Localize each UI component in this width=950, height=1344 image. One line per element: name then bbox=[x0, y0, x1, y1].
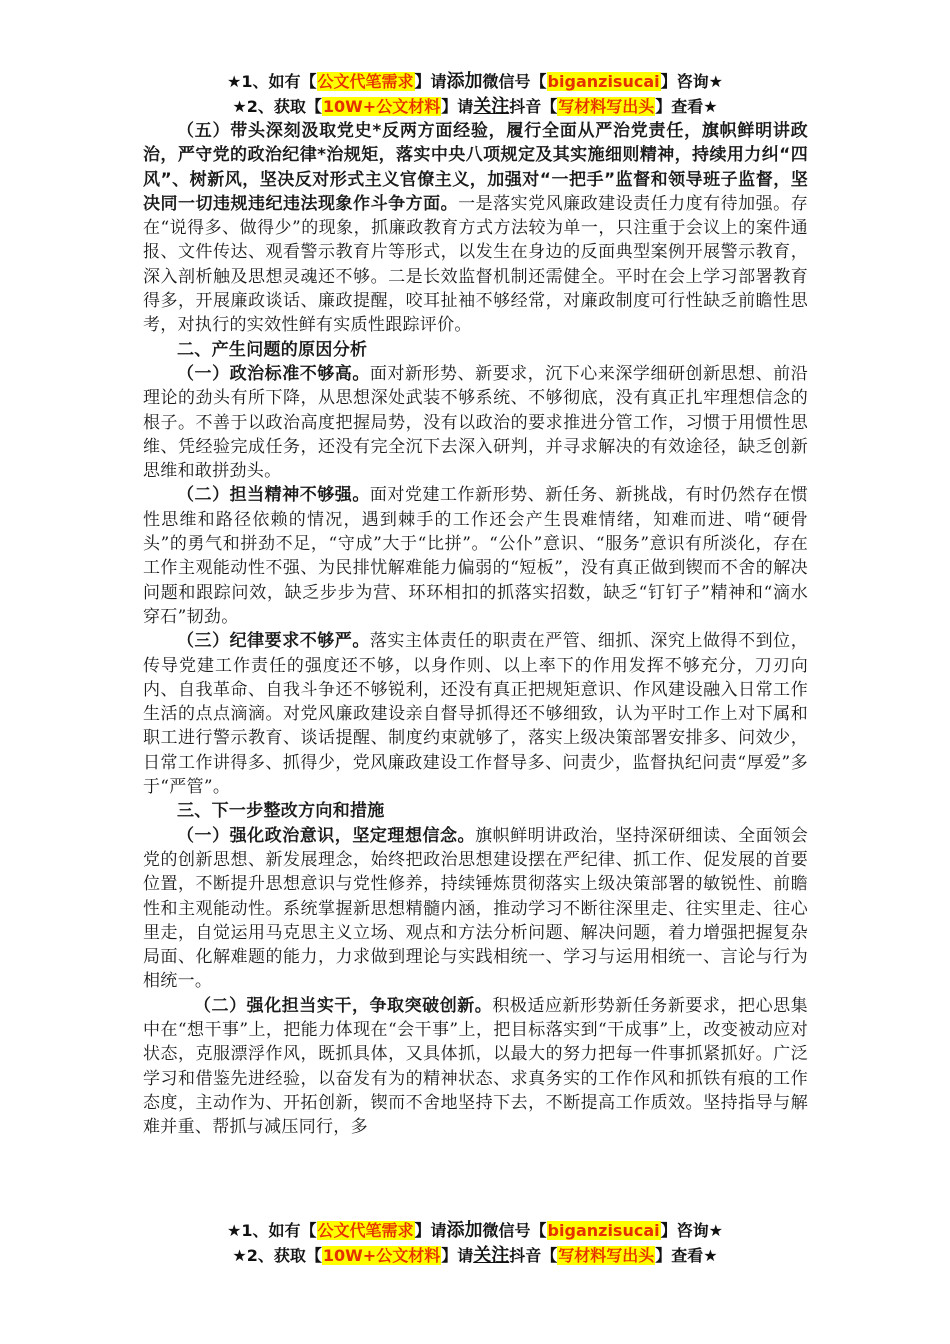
promo-line-1: ★1、如有【公文代笔需求】请添加微信号【biganzisucai】咨询★ bbox=[227, 1220, 723, 1241]
highlight-wechat-id: biganzisucai bbox=[547, 72, 660, 91]
promo-line-2: ★2、获取【10W+公文材料】请关注抖音【写材料写出头】查看★ bbox=[232, 1245, 718, 1266]
highlight-douyin: 写材料写出头 bbox=[558, 1246, 655, 1265]
paragraph-section-5: （五）带头深刻汲取党史*反两方面经验，履行全面从严治党责任，旗帜鲜明讲政治，严守党的政治纪律*治规矩，落实中央八项规定及其实施细则精神，持续用力纠“四风”、树新风，坚决反对形式主义官僚主义，加强对“一把手”监督和领导班子监督，坚决同一切违规违纪违法现象作斗争方面。一是落实党风廉政建设责任力度有待加强。存在“说得多、做得少”的现象，抓廉政教育方式方法较为单一，只注重于会议上的案件通报、文件传达、观看警示教育片等形式，以发生在身边的反面典型案例开展警示教育，深入剖析触及思想灵魂还不够。二是长效监督机制还需健全。平时在会上学习部署教育得多，开展廉政谈话、廉政提醒，咬耳扯袖不够经常，对廉政制度可行性缺乏前瞻性思考，对执行的实效性鲜有实质性跟踪评价。 bbox=[143, 121, 808, 336]
promo-line-2: ★2、获取【10W+公文材料】请关注抖音【写材料写出头】查看★ bbox=[232, 96, 718, 117]
paragraph-measure-2: （二）强化担当实干，争取突破创新。积极适应新形势新任务新要求，把心思集中在“想干事”上，把能力体现在“会干事”上，把目标落实到“干成事”上，改变被动应对状态，克服漂浮作风，既抓具体，又具体抓，以最大的努力把每一件事抓紧抓好。广泛学习和借鉴先进经验，以奋发有为的精神状态、求真务实的工作作风和抓铁有痕的工作态度，主动作为、开拓创新，锲而不舍地坚持下去，不断提高工作质效。坚持指导与解难并重、帮抓与减压同行，多 bbox=[143, 995, 808, 1138]
paragraph-cause-1: （一）政治标准不够高。面对新形势、新要求，沉下心来深学细研创新思想、前沿理论的劲头有所下降，从思想深处武装不够系统、不够彻底，没有真正扎牢理想信念的根子。不善于以政治高度把握局势，没有以政治的要求推进分管工作，习惯于用惯性思维、凭经验完成任务，还没有完全沉下去深入研判，并寻求解决的有效途径，缺乏创新思维和敢拼劲头。 bbox=[143, 363, 808, 482]
heading-rectification: 三、下一步整改方向和措施 bbox=[177, 801, 385, 822]
highlight-wechat-id: biganzisucai bbox=[547, 1221, 660, 1240]
highlight-service: 公文代笔需求 bbox=[317, 72, 414, 91]
promo-banner-bottom bbox=[0, 1218, 950, 1268]
promo-line-1: ★1、如有【公文代笔需求】请添加微信号【biganzisucai】咨询★ bbox=[227, 71, 723, 92]
highlight-materials: 10W+公文材料 bbox=[322, 1246, 441, 1265]
heading-cause-analysis: 二、产生问题的原因分析 bbox=[177, 339, 368, 360]
paragraph-measure-1: （一）强化政治意识，坚定理想信念。旗帜鲜明讲政治，坚持深研细读、全面领会党的创新思想、新发展理念，始终把政治思想建设摆在严纪律、抓工作、促发展的首要位置，不断提升思想意识与党性修养，持续锤炼贯彻落实上级决策部署的敏锐性、前瞻性和主观能动性。系统掌握新思想精髓内涵，推动学习不断往深里走、往实里走、往心里走，自觉运用马克思主义立场、观点和方法分析问题、解决问题，着力增强把握复杂局面、化解难题的能力，力求做到理论与实践相统一、学习与运用相统一、言论与行为相统一。 bbox=[143, 825, 808, 992]
paragraph-cause-3: （三）纪律要求不够严。落实主体责任的职责在严管、细抓、深究上做得不到位，传导党建工作责任的强度还不够，以身作则、以上率下的作用发挥不够充分，刀刃向内、自我革命、自我斗争还不够锐利，还没有真正把规矩意识、作风建设融入日常工作生活的点点滴滴。对党风廉政建设亲自督导抓得还不够细致，认为平时工作上对下属和职工进行警示教育、谈话提醒、制度约束就够了，落实上级决策部署安排多、问效少，日常工作讲得多、抓得少，党风廉政建设工作督导多、问责少，监督执纪问责“厚爱”多于“严管”。 bbox=[143, 631, 808, 798]
highlight-service: 公文代笔需求 bbox=[317, 1221, 414, 1240]
highlight-douyin: 写材料写出头 bbox=[558, 97, 655, 116]
document-body bbox=[143, 119, 808, 1139]
promo-banner-top bbox=[0, 69, 950, 119]
paragraph-cause-2: （二）担当精神不够强。面对党建工作新形势、新任务、新挑战，有时仍然存在惯性思维和路径依赖的情况，遇到棘手的工作还会产生畏难情绪，知难而进、啃“硬骨头”的勇气和拼劲不足，“守成”大于“比拼”。“公仆”意识、“服务”意识有所淡化，存在工作主观能动性不强、为民排忧解难能力偏弱的“短板”，没有真正做到锲而不舍的解决问题和跟踪问效，缺乏步步为营、环环相扣的抓落实招数，缺乏“钉钉子”精神和“滴水穿石”韧劲。 bbox=[143, 485, 808, 627]
highlight-materials: 10W+公文材料 bbox=[322, 97, 441, 116]
